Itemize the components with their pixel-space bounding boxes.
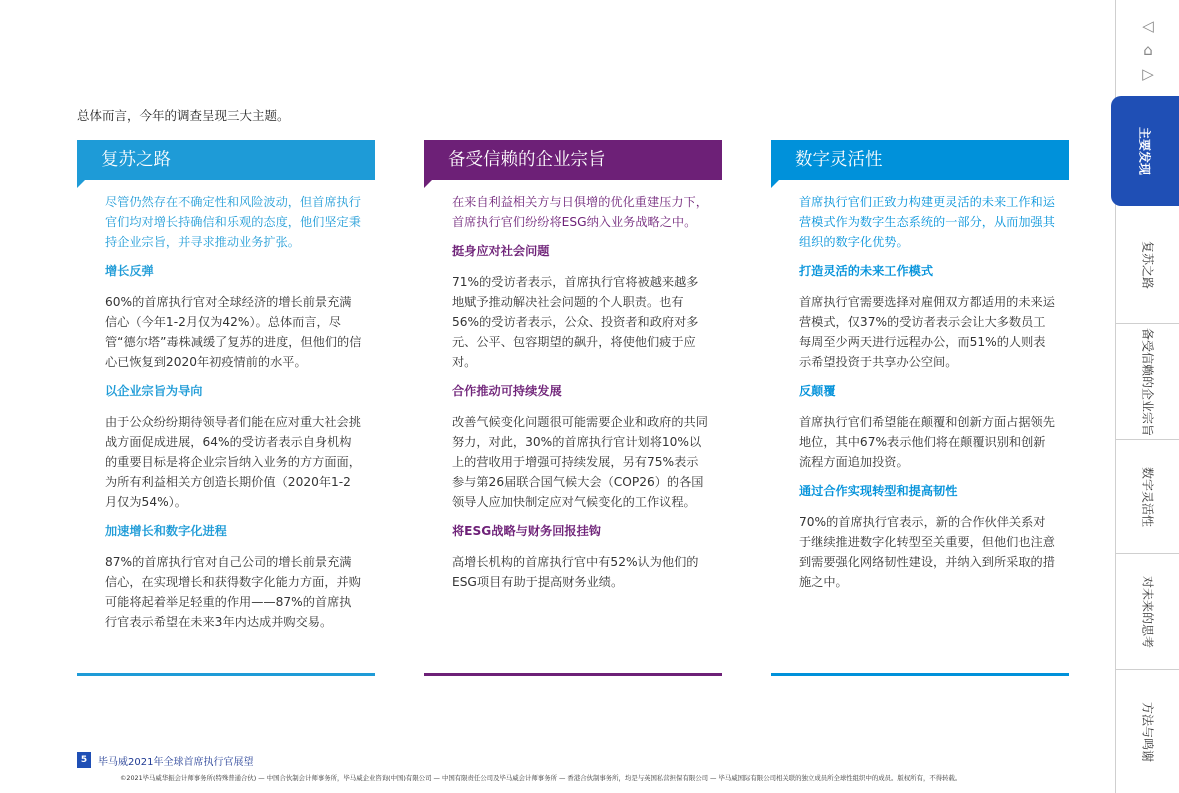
section-text: 首席执行官需要选择对雇佣双方都适用的未来运营模式，仅37%的受访者表示会让大多数员工每周至少两天进行远程办公，而51%的人则表示希望投资于共享办公空间。 xyxy=(799,295,1055,369)
tab-methodology[interactable]: 方法与鸣谢 xyxy=(1140,701,1154,762)
section-text: 由于公众纷纷期待领导者们能在应对重大社会挑战方面促成进展，64%的受访者表示自身机构的重要目标是将企业宗旨纳入业务的方方面面，为所有利益相关方创造长期价值（2020年1-2月仅为54%）。 xyxy=(105,415,361,509)
section-text: 首席执行官们希望能在颠覆和创新方面占据领先地位，其中67%表示他们将在颠覆识别和创新流程方面追加投资。 xyxy=(799,415,1055,469)
tab-future-thinking[interactable]: 对未来的思考 xyxy=(1116,554,1179,670)
section-heading: 增长反弹 xyxy=(105,264,154,278)
section-heading: 通过合作实现转型和提高韧性 xyxy=(799,484,958,498)
tab-trusted-purpose[interactable]: 备受信赖的企业宗旨 xyxy=(1116,324,1179,440)
column-title: 数字灵活性 xyxy=(771,140,1069,180)
column-lead: 在来自利益相关方与日俱增的优化重建压力下，首席执行官们纷纷将ESG纳入业务战略之中。 xyxy=(452,195,708,229)
section-heading: 将ESG战略与财务回报挂钩 xyxy=(452,524,601,538)
column-divider xyxy=(424,673,722,676)
column-divider xyxy=(77,673,375,676)
page-number: 5 xyxy=(77,752,91,768)
column-divider xyxy=(771,673,1069,676)
section-text: 71%的受访者表示，首席执行官将被越来越多地赋予推动解决社会问题的个人职责。也有56%的受访者表示，公众、投资者和政府对多元、公平、包容期望的飙升，将使他们疲于应对。 xyxy=(452,275,699,369)
section-heading: 打造灵活的未来工作模式 xyxy=(799,264,934,278)
column-title: 备受信赖的企业宗旨 xyxy=(424,140,722,180)
column-lead: 首席执行官们正致力构建更灵活的未来工作和运营模式作为数字生态系统的一部分，从而加强其组织的数字化优势。 xyxy=(799,195,1055,249)
intro-text: 总体而言，今年的调查呈现三大主题。 xyxy=(77,108,290,123)
tab-key-findings[interactable]: 主要发现 xyxy=(1111,96,1179,206)
section-heading: 反颠覆 xyxy=(799,384,836,398)
theme-column-digital xyxy=(771,140,1069,676)
section-heading: 加速增长和数字化进程 xyxy=(105,524,227,538)
copyright-text: ©2021毕马威华振会计师事务所(特殊普通合伙) — 中国合伙制会计师事务所，毕马威企业咨询(中国)有限公司 — 中国有限责任公司及毕马威会计师事务所 — 香港合伙制事务所，均是与英国私营担保有限公司 — 毕马威国际有限公司相关联的独立成员所全球性组织中的成员。版权所有，不得转载。 xyxy=(120,774,962,782)
section-text: 87%的首席执行官对自己公司的增长前景充满信心，在实现增长和获得数字化能力方面，并购可能将起着举足轻重的作用——87%的首席执行官表示希望在未来3年内达成并购交易。 xyxy=(105,555,361,629)
theme-column-purpose xyxy=(424,140,722,676)
column-lead: 尽管仍然存在不确定性和风险波动，但首席执行官们均对增长持确信和乐观的态度，他们坚定秉持企业宗旨，并寻求推动业务扩张。 xyxy=(105,195,361,249)
section-heading: 合作推动可持续发展 xyxy=(452,384,562,398)
theme-column-recovery xyxy=(77,140,375,676)
back-icon[interactable]: ◁ xyxy=(1142,17,1154,35)
section-text: 高增长机构的首席执行官中有52%认为他们的ESG项目有助于提高财务业绩。 xyxy=(452,555,699,589)
forward-icon[interactable]: ▷ xyxy=(1142,65,1154,83)
column-title: 复苏之路 xyxy=(77,140,375,180)
footer-title: 毕马威2021年全球首席执行官展望 xyxy=(98,757,254,768)
section-text: 60%的首席执行官对全球经济的增长前景充满信心（今年1-2月仅为42%）。总体而言，尽管“德尔塔”毒株减缓了复苏的进度，但他们的信心已恢复到2020年初疫情前的水平。 xyxy=(105,295,362,369)
section-heading: 以企业宗旨为导向 xyxy=(105,384,203,398)
tab-digital-agility[interactable]: 数字灵活性 xyxy=(1116,440,1179,554)
section-text: 改善气候变化问题很可能需要企业和政府的共同努力，对此，30%的首席执行官计划将10%以上的营收用于增强可持续发展，另有75%表示参与第26届联合国气候大会（COP26）的各国领导人应加快制定应对气候变化的工作议程。 xyxy=(452,415,708,509)
tab-road-to-recovery[interactable]: 复苏之路 xyxy=(1116,206,1179,324)
home-icon[interactable]: ⌂ xyxy=(1143,41,1153,59)
nav-icons xyxy=(1135,14,1161,86)
section-heading: 挺身应对社会问题 xyxy=(452,244,550,258)
section-text: 70%的首席执行官表示，新的合作伙伴关系对于继续推进数字化转型至关重要，但他们也注意到需要强化网络韧性建设，并纳入到所采取的措施之中。 xyxy=(799,515,1055,589)
